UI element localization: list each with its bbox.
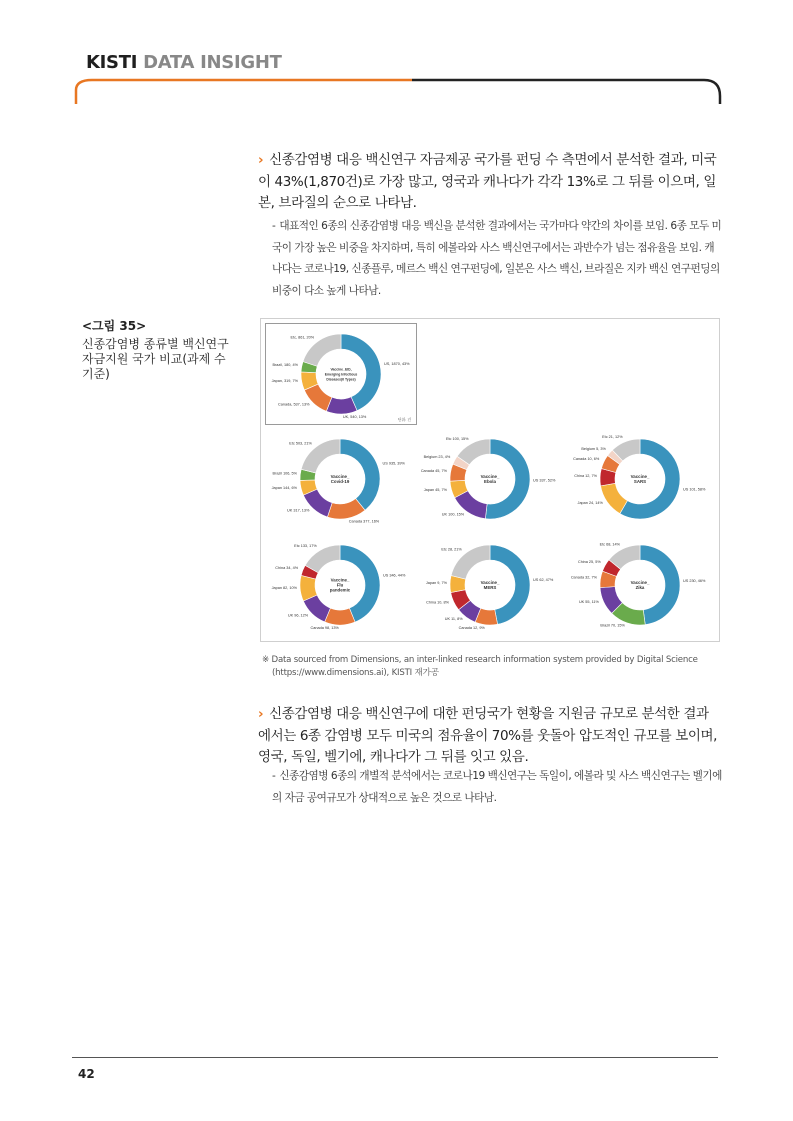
slice-label: Brazil, 180, 4% bbox=[272, 362, 298, 367]
slice-label: Etc 100, 15% bbox=[445, 437, 469, 442]
bullet-sub-1-text: 대표적인 6종의 신종감염병 대응 백신을 분석한 결과에서는 국가마다 약간의 차이를 보임. 6종 모두 미국이 가장 높은 비중을 차지하며, 특히 에볼라와 사스 백신연구에서는 과반수가 넘는 점유율을 보임. 캐나다는 코로나19, 신종플루, 메르스 백신 연구펀딩에, 일본은 사스 백신, 브라질은 지카 백신 연구펀딩의 비중이 다소 높게 나타남. bbox=[272, 220, 722, 297]
donut-center-title: MERS bbox=[483, 585, 497, 591]
donut-center-title: Flu bbox=[336, 582, 344, 588]
donut-slice-etc bbox=[305, 545, 340, 573]
chart-panel-zika bbox=[565, 535, 715, 635]
bullet-sub-2-text: 신종감염병 6종의 개별적 분석에서는 코로나19 백신연구는 독일이, 에볼라 및 사스 백신연구는 벨기에의 자금 공여규모가 상대적으로 높은 것으로 나타남. bbox=[272, 770, 722, 804]
slice-label: US 62, 47% bbox=[533, 577, 554, 582]
donut-center-title: Vaccine_ bbox=[480, 473, 500, 479]
slice-label: China 34, 4% bbox=[275, 565, 299, 570]
chart-panel-mers bbox=[415, 535, 565, 635]
figure-caption: 신종감염병 종류별 백신연구 자금지원 국가 비교(과제 수 기준) bbox=[82, 337, 229, 381]
unit-note: 단위: 건 bbox=[397, 418, 411, 422]
chart-panel-covid19 bbox=[265, 429, 415, 529]
slice-label: Canada 32, 7% bbox=[570, 575, 597, 580]
bullet-main-1 bbox=[258, 150, 718, 215]
slice-label: Japan 45, 7% bbox=[423, 487, 447, 492]
slice-label: Japan 9, 7% bbox=[425, 580, 447, 585]
header-brand: KISTI bbox=[86, 52, 138, 73]
slice-label: Etc 21, 12% bbox=[602, 435, 623, 440]
slice-label: Etc, 861, 20% bbox=[290, 335, 315, 340]
slice-label: Japan 144, 6% bbox=[271, 485, 297, 490]
slice-label: China 12, 7% bbox=[574, 474, 597, 479]
dash-icon: - bbox=[272, 220, 276, 232]
page-number: 42 bbox=[78, 1067, 95, 1081]
bullet-sub-2 bbox=[272, 766, 722, 809]
donut-chart-zika bbox=[565, 535, 715, 635]
donut-chart-ebola bbox=[415, 429, 565, 529]
donut-center-title: Vaccine_ bbox=[480, 579, 500, 585]
slice-label: UK 55, 11% bbox=[578, 600, 599, 605]
source-note bbox=[262, 654, 722, 680]
slice-label: Etc 133, 17% bbox=[294, 544, 317, 549]
donut-center-title: Covid-19 bbox=[330, 479, 350, 485]
chart-panel-sars bbox=[565, 429, 715, 529]
slice-label: Etc 28, 21% bbox=[441, 547, 462, 552]
bullet-main-1-text: 신종감염병 대응 백신연구 자금제공 국가를 펀딩 수 측면에서 분석한 결과, 미국이 43%(1,870건)로 가장 많고, 영국과 캐나다가 각각 13%로 그 뒤를 이으며, 일본, 브라질의 순으로 나타남. bbox=[258, 152, 717, 211]
donut-chart-eid bbox=[266, 324, 416, 424]
donut-center-title: Vaccine_ bbox=[630, 579, 650, 585]
chart-panel-ebola bbox=[415, 429, 565, 529]
donut-chart-mers bbox=[415, 535, 565, 635]
slice-label: UK 96, 12% bbox=[287, 613, 309, 618]
header-title bbox=[86, 52, 282, 73]
donut-center-title: Vaccine_ bbox=[330, 473, 350, 479]
slice-label: Canada 45, 7% bbox=[420, 468, 447, 473]
slice-label: UK 317, 13% bbox=[287, 508, 310, 513]
bullet-main-2-text: 신종감염병 대응 백신연구에 대한 펀딩국가 현황을 지원금 규모로 분석한 결과에서는 6종 감염병 모두 미국의 점유율이 70%를 웃돌아 압도적인 규모를 보이며, 영국, 독일, 벨기에, 캐나다가 그 뒤를 잇고 있음. bbox=[258, 706, 718, 765]
slice-label: Canada 377, 16% bbox=[348, 519, 380, 524]
slice-label: Japan 82, 10% bbox=[271, 585, 297, 590]
donut-center-title: Diseases(6 Types) bbox=[326, 377, 356, 382]
slice-label: Japan 24, 14% bbox=[577, 501, 603, 506]
donut-chart-sars bbox=[565, 429, 715, 529]
dash-icon: - bbox=[272, 770, 276, 782]
arrow-icon: › bbox=[258, 152, 264, 168]
slice-label: China 25, 5% bbox=[577, 560, 601, 565]
slice-label: US 935, 39% bbox=[382, 461, 405, 466]
slice-label: Belgium 5, 3% bbox=[581, 447, 606, 452]
slice-label: UK 100, 15% bbox=[441, 512, 465, 517]
footer-divider bbox=[72, 1057, 718, 1058]
slice-label: Canada 10, 6% bbox=[573, 457, 600, 462]
slice-label: Brazil 106, 5% bbox=[272, 471, 297, 476]
slice-label: US 346, 44% bbox=[383, 573, 406, 578]
slice-label: Belgium 23, 4% bbox=[423, 455, 451, 460]
slice-label: UK, 540, 13% bbox=[342, 414, 367, 419]
chart-panel-flu bbox=[265, 535, 415, 635]
source-line-1: ※ Data sourced from Dimensions, an inter-linked research information system provided by Digital Science bbox=[262, 655, 698, 665]
donut-chart-covid19 bbox=[265, 429, 415, 529]
donut-center-title: Ebola bbox=[484, 479, 496, 485]
bullet-sub-1 bbox=[272, 216, 722, 302]
chart-panel-eid bbox=[265, 323, 417, 425]
slice-label: Canada 98, 13% bbox=[310, 625, 339, 630]
slice-label: Canada, 537, 13% bbox=[278, 402, 310, 407]
slice-label: Japan, 319, 7% bbox=[271, 378, 298, 383]
arrow-icon: › bbox=[258, 706, 264, 722]
donut-center-title: Emerging Infectious bbox=[324, 372, 358, 377]
donut-chart-flu bbox=[265, 535, 415, 635]
donut-center-title: Vaccine_ bbox=[330, 577, 350, 583]
slice-label: US 101, 58% bbox=[683, 487, 706, 492]
donut-center-title: SARS bbox=[633, 479, 647, 485]
donut-center-title: Vaccine_ bbox=[630, 473, 650, 479]
slice-label: Canada 12, 9% bbox=[458, 625, 485, 630]
slice-label: Etc 68, 14% bbox=[599, 542, 621, 547]
bullet-main-2 bbox=[258, 704, 718, 769]
slice-label: China 10, 8% bbox=[426, 600, 449, 605]
slice-label: US, 1870, 43% bbox=[384, 361, 410, 366]
figure-label: <그림 35> bbox=[82, 319, 147, 333]
donut-center-title: pandemic bbox=[329, 587, 351, 593]
figure-frame bbox=[260, 318, 720, 642]
slice-label: Brazil 70, 15% bbox=[600, 623, 625, 628]
donut-center-title: Zika bbox=[635, 585, 645, 591]
header-title-rest: DATA INSIGHT bbox=[143, 52, 282, 73]
slice-label: US 230, 46% bbox=[683, 579, 706, 584]
source-line-2: (https://www.dimensions.ai), KISTI 재가공 bbox=[272, 668, 439, 678]
slice-label: Etc 503, 21% bbox=[289, 441, 312, 446]
slice-label: UK 11, 8% bbox=[444, 617, 463, 622]
header-divider bbox=[0, 76, 793, 106]
slice-label: US 337, 52% bbox=[533, 478, 556, 483]
donut-center-title: Vaccine_EID, bbox=[330, 367, 352, 372]
